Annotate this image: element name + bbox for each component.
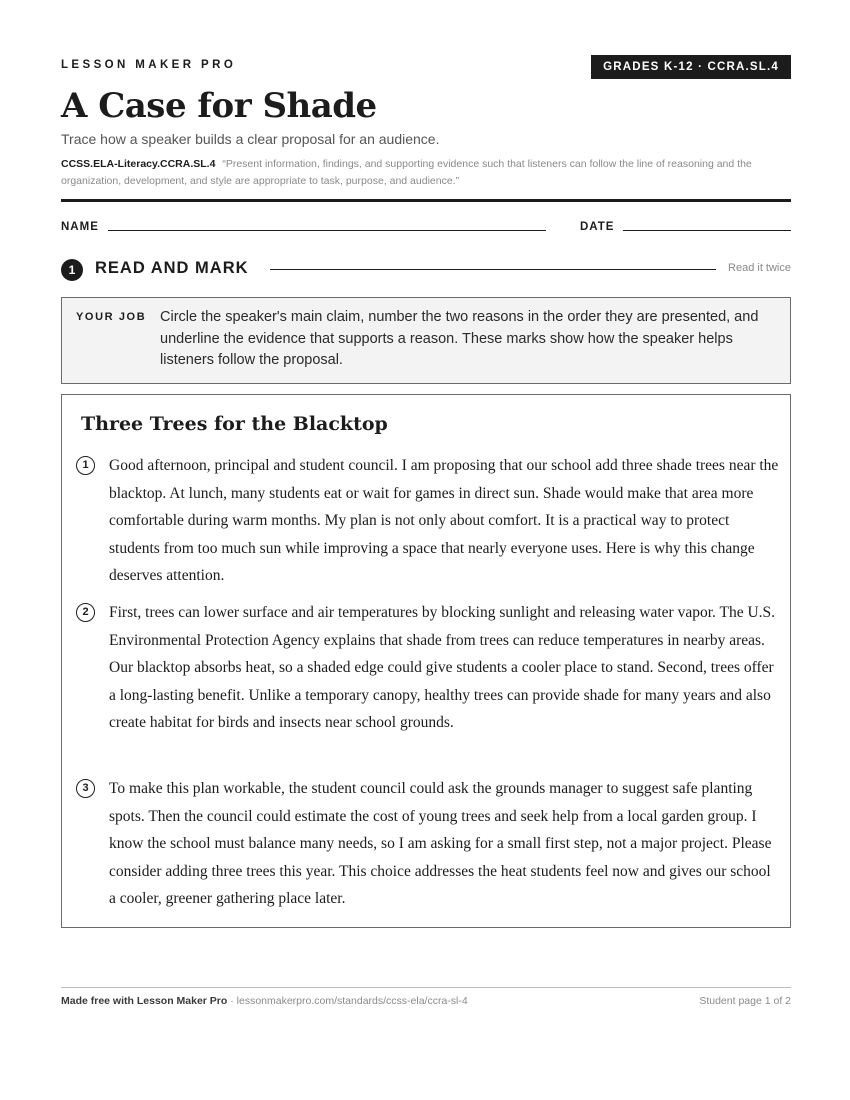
your-job-instructions: Circle the speaker's main claim, number the two reasons in the order they are presented, and underline the evidence that supports a reason. These marks show how the speaker helps listeners follow the proposal. [160,309,759,368]
date-label: DATE [580,221,615,233]
standard-statement [61,156,791,190]
your-job-box [61,297,791,384]
footer-page-number: Student page 1 of 2 [699,995,791,1007]
footer-url: · lessonmakerpro.com/standards/ccss-ela/ccra-sl-4 [227,995,468,1007]
passage-title: Three Trees for the Blacktop [81,413,388,435]
footer-made-with: Made free with Lesson Maker Pro [61,995,228,1007]
standard-text: “Present information, findings, and supporting evidence such that listeners can follow the line of reasoning and the organization, development, and style are appropriate to task, purpose, and audience.” [61,158,752,187]
section-divider [270,269,716,270]
worksheet-page [61,0,791,1100]
footer-divider [61,987,791,988]
name-field-line[interactable] [108,230,546,231]
standard-code: CCSS.ELA-Literacy.CCRA.SL.4 [61,158,216,170]
section-note: Read it twice [728,262,791,274]
paragraph-text: Good afternoon, principal and student council. I am proposing that our school add three shade trees near the blacktop. At lunch, many students eat or wait for games in direct sun. Shade would make that area more comfortable during warm months. My plan is not only about comfort. It is a practical way to protect students from too much sun while improving a space that nearly everyone uses. Here is why this change deserves attention. [109,457,779,585]
brand-name: LESSON MAKER PRO [61,59,237,71]
date-field-line[interactable] [623,230,791,231]
paragraph-text: To make this plan workable, the student council could ask the grounds manager to suggest safe planting spots. Then the council could estimate the cost of young trees and seek help from a local garden group. I know the school must balance many needs, so I am asking for a small first step, not a major project. Please consider adding three trees this year. This choice addresses the heat students feel now and gives our school a cooler, greener gathering place later. [109,780,772,908]
paragraph-text: First, trees can lower surface and air temperatures by blocking sunlight and releasing water vapor. The U.S. Environmental Protection Agency explains that shade from trees can reduce temperatures in nearby areas. Our blacktop absorbs heat, so a shaded edge could give students a cooler place to stand. Second, trees offer a long-lasting benefit. Unlike a temporary canopy, healthy trees can provide shade for many years and also create habitat for birds and insects near school grounds. [109,604,776,732]
your-job-label: YOUR JOB [76,311,147,323]
footer-credit [61,995,468,1007]
header-divider [61,199,791,202]
reading-passage-box [61,394,791,928]
section-number-badge: 1 [61,259,83,281]
page-subtitle: Trace how a speaker builds a clear proposal for an audience. [61,131,440,147]
name-label: NAME [61,221,99,233]
paragraph-number-badge: 1 [76,456,95,475]
section-title: READ AND MARK [95,259,249,277]
grade-badge: GRADES K-12 · CCRA.SL.4 [591,55,791,79]
page-title: A Case for Shade [61,86,377,126]
paragraph-number-badge: 2 [76,603,95,622]
paragraph-number-badge: 3 [76,779,95,798]
